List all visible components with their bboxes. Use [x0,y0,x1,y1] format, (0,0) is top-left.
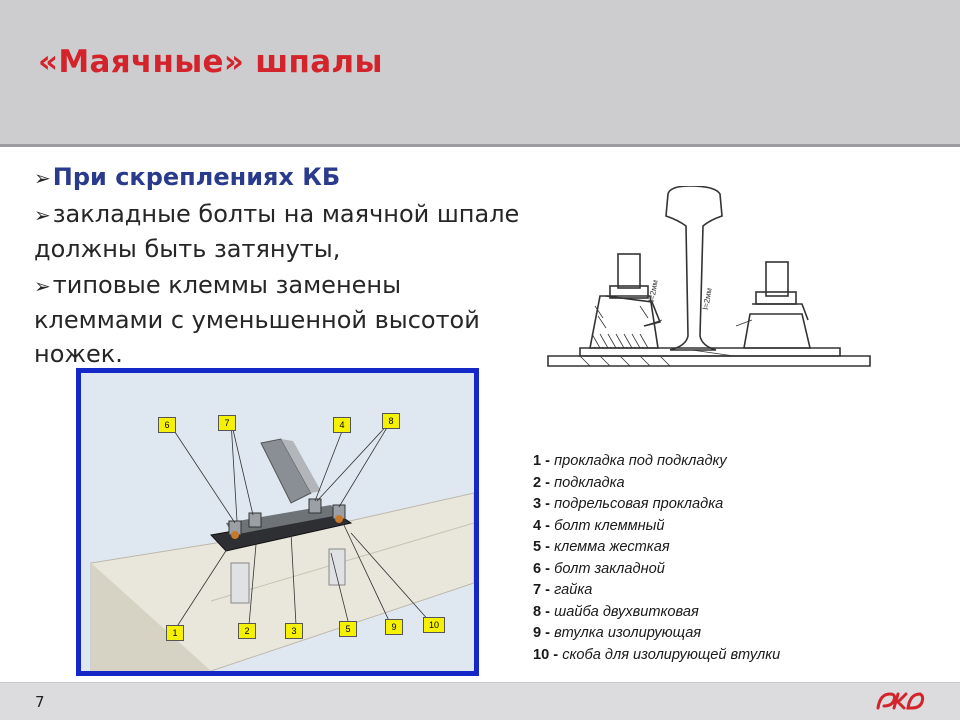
legend-item: 4 - болт клеммный [533,517,665,534]
header-divider [0,144,960,147]
slide-title: «Маячные» шпалы [38,44,383,80]
legend-item: 7 - гайка [533,582,593,598]
page-number: 7 [35,693,45,711]
callout-5: 5 [339,621,357,637]
legend-item: 9 - втулка изолирующая [533,625,702,641]
callout-7: 7 [218,415,236,431]
legend-item: 6 - болт закладной [533,560,665,577]
bullet-text: При скреплениях КБ [52,163,341,191]
callout-6: 6 [158,417,176,433]
legend-item: 3 - подрельсовая прокладка [533,496,724,512]
rzd-logo-icon [874,688,926,714]
parts-legend [533,451,953,666]
bullet-item [34,197,524,266]
bullet-text: закладные болты на маячной шпале должны быть затянуты, [34,200,520,263]
bullet-arrow-icon: ➢ [34,274,51,298]
legend-item: 8 - шайба двухвитковая [533,603,699,620]
bullet-item [34,160,524,195]
bullet-list [34,160,524,373]
bullet-item [34,268,524,371]
fastening-illustration [76,368,479,676]
callout-3: 3 [285,623,303,639]
rail-profile [666,186,722,350]
legend-item: 5 - клемма жесткая [533,539,670,555]
bullet-arrow-icon: ➢ [34,166,51,190]
callout-9: 9 [385,619,403,635]
bullet-arrow-icon: ➢ [34,203,51,227]
legend-item: 2 - подкладка [533,474,625,491]
bullet-text: типовые клеммы заменены клеммами с уменьшенной высотой ножек. [34,271,480,368]
callout-1: 1 [166,625,184,641]
callout-2: 2 [238,623,256,639]
sleeper-3d-drawing [81,373,474,671]
callout-10: 10 [423,617,445,633]
legend-item: 1 - прокладка под подкладку [533,453,727,469]
callout-4: 4 [333,417,351,433]
callout-8: 8 [382,413,400,429]
slide-footer [0,683,960,720]
dim-label-right: l=2мм [701,287,714,311]
legend-item: 10 - скоба для изолирующей втулки [533,646,781,663]
dim-label-left: l=2мм [647,279,660,303]
rail-fastening-drawing [540,186,880,386]
